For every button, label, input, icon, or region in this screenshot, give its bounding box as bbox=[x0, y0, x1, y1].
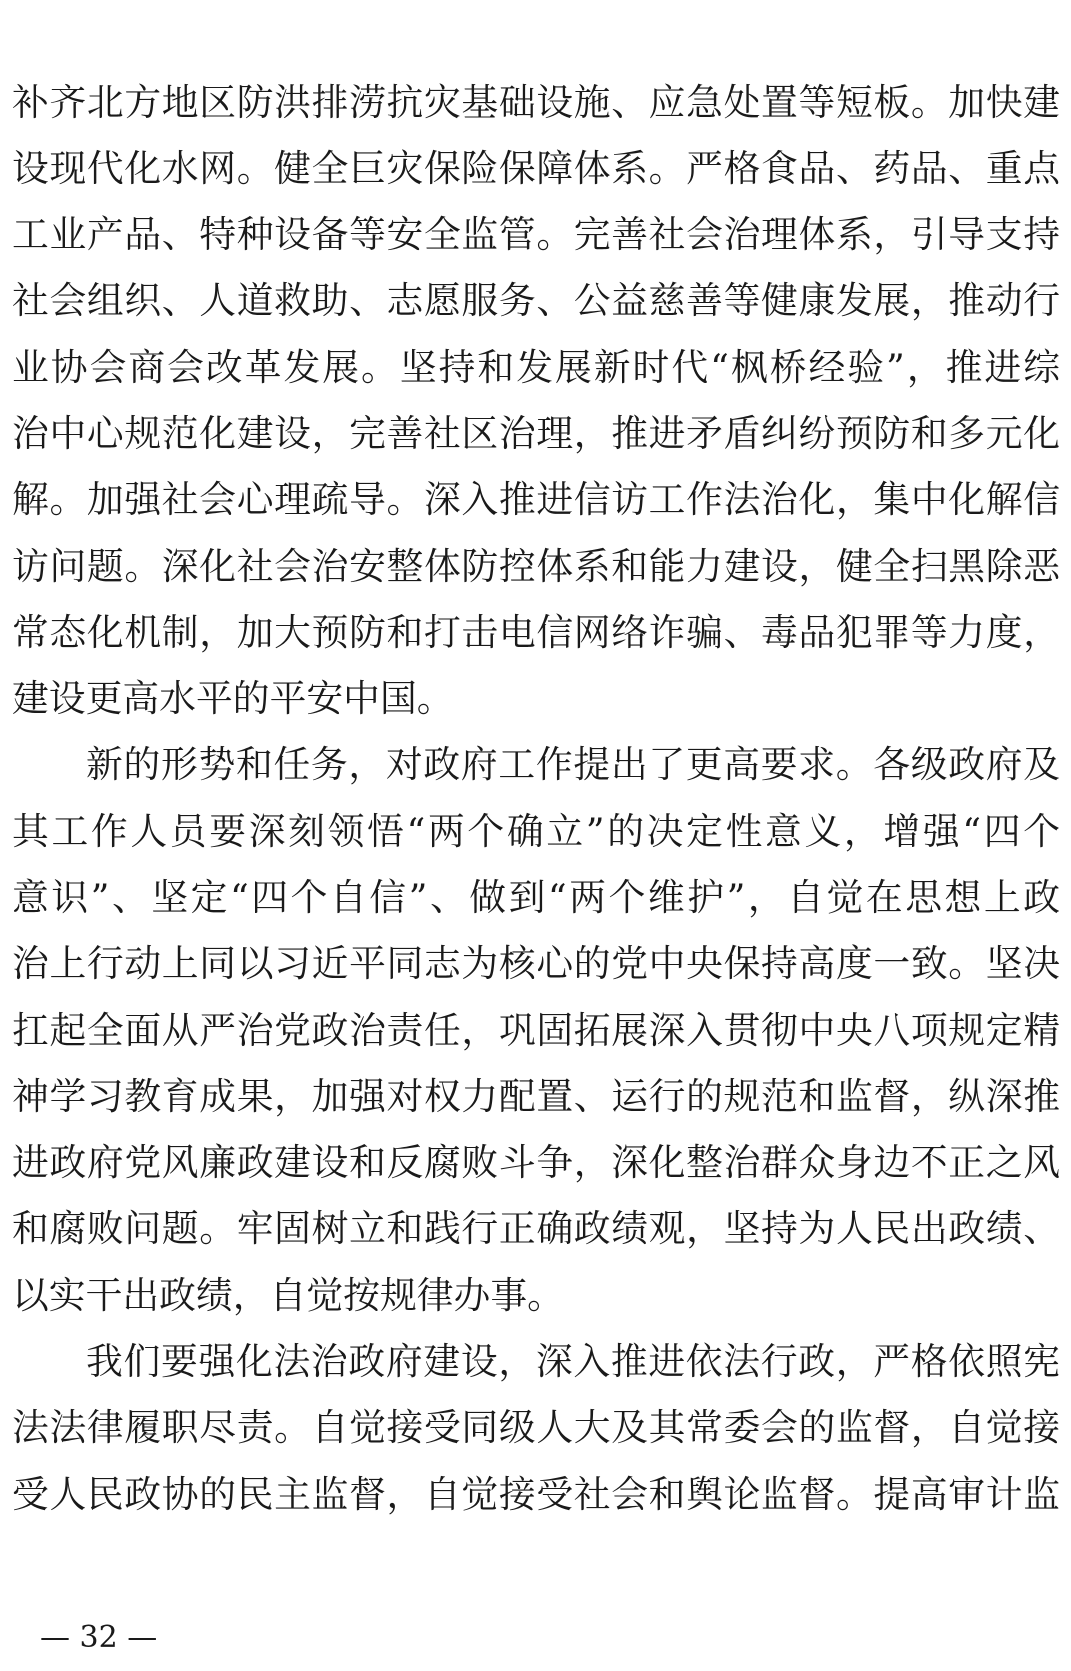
text-line: 其工作人员要深刻领悟“两个确立”的决定性意义，增强“四个 bbox=[12, 810, 1060, 853]
paragraph-first-line: 新的形势和任务，对政府工作提出了更高要求。各级政府及 bbox=[86, 743, 1060, 786]
text-line: 治上行动上同以习近平同志为核心的党中央保持高度一致。坚决 bbox=[12, 942, 1060, 985]
text-line: 受人民政协的民主监督，自觉接受社会和舆论监督。提高审计监 bbox=[12, 1473, 1060, 1516]
text-line: 意识”、坚定“四个自信”、做到“两个维护”，自觉在思想上政 bbox=[12, 876, 1060, 919]
text-line: 工业产品、特种设备等安全监管。完善社会治理体系，引导支持 bbox=[12, 213, 1060, 256]
text-line: 进政府党风廉政建设和反腐败斗争，深化整治群众身边不正之风 bbox=[12, 1141, 1060, 1184]
paragraph-first-line: 我们要强化法治政府建设，深入推进依法行政，严格依照宪 bbox=[86, 1340, 1060, 1383]
text-line: 建设更高水平的平安中国。 bbox=[12, 677, 454, 720]
text-line: 解。加强社会心理疏导。深入推进信访工作法治化，集中化解信 bbox=[12, 478, 1060, 521]
text-line: 和腐败问题。牢固树立和践行正确政绩观，坚持为人民出政绩、 bbox=[12, 1207, 1060, 1250]
text-line: 访问题。深化社会治安整体防控体系和能力建设，健全扫黑除恶 bbox=[12, 545, 1060, 588]
text-line: 神学习教育成果，加强对权力配置、运行的规范和监督，纵深推 bbox=[12, 1075, 1060, 1118]
text-line: 补齐北方地区防洪排涝抗灾基础设施、应急处置等短板。加快建 bbox=[12, 81, 1060, 124]
text-line: 法法律履职尽责。自觉接受同级人大及其常委会的监督，自觉接 bbox=[12, 1406, 1060, 1449]
text-line: 常态化机制，加大预防和打击电信网络诈骗、毒品犯罪等力度， bbox=[12, 611, 1060, 654]
text-line: 治中心规范化建设，完善社区治理，推进矛盾纠纷预防和多元化 bbox=[12, 412, 1060, 455]
page-number: — 32 — bbox=[40, 1620, 158, 1655]
text-line: 社会组织、人道救助、志愿服务、公益慈善等健康发展，推动行 bbox=[12, 279, 1060, 322]
text-line: 扛起全面从严治党政治责任，巩固拓展深入贯彻中央八项规定精 bbox=[12, 1009, 1060, 1052]
text-line: 设现代化水网。健全巨灾保险保障体系。严格食品、药品、重点 bbox=[12, 147, 1060, 190]
text-line: 业协会商会改革发展。坚持和发展新时代“枫桥经验”，推进综 bbox=[12, 346, 1060, 389]
text-line: 以实干出政绩，自觉按规律办事。 bbox=[12, 1274, 564, 1317]
